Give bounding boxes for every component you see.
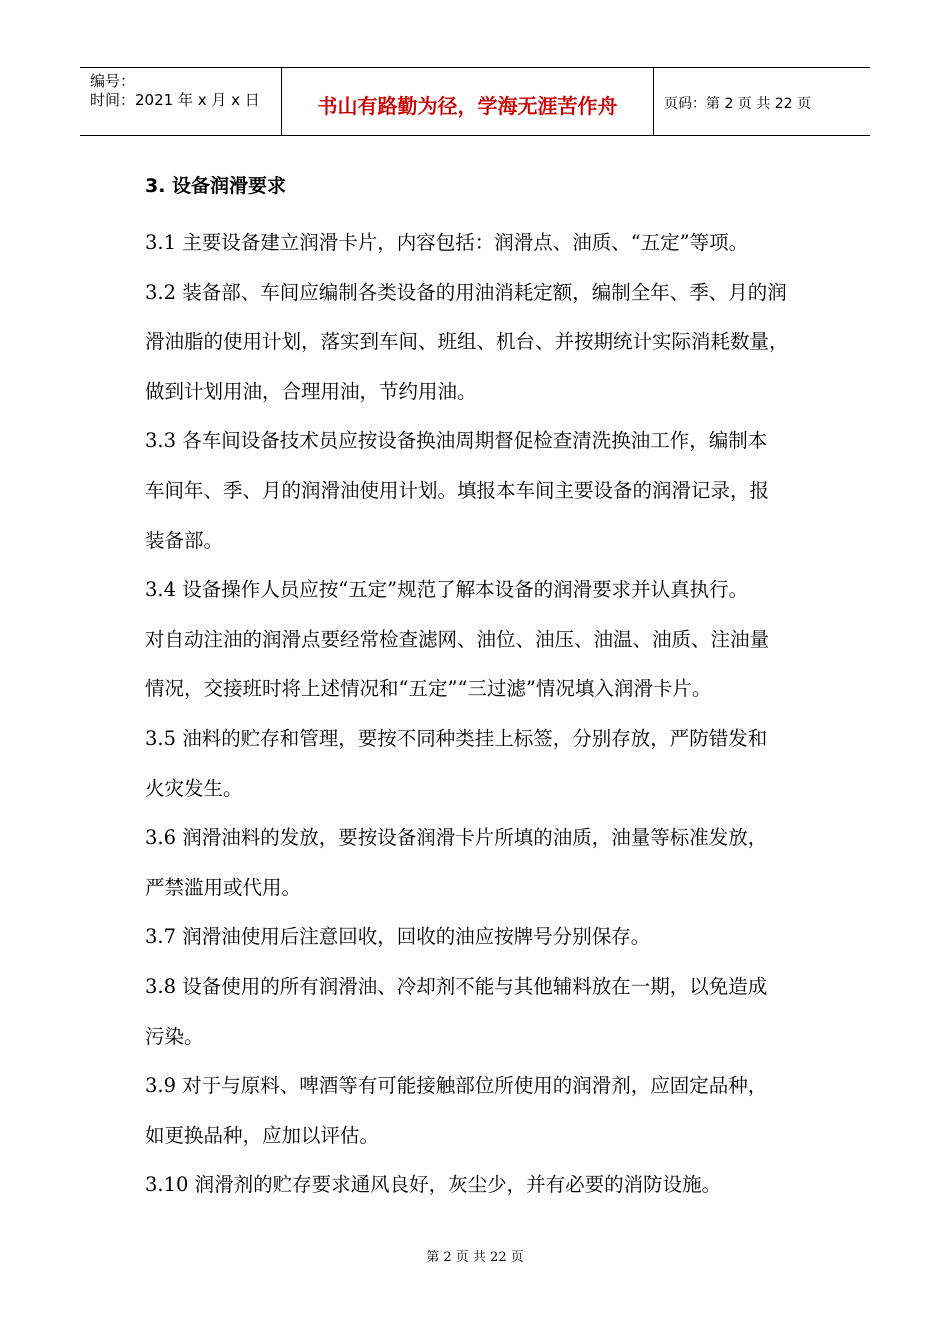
paragraph [145,565,835,714]
header-meta-cell [80,68,282,135]
paragraph [145,813,835,912]
paragraph-line: 3.7 润滑油使用后注意回收，回收的油应按牌号分别保存。 [145,925,651,949]
paragraph-line: 严禁滥用或代用。 [145,875,302,899]
paragraph [145,218,835,268]
paragraph-line: 3.8 设备使用的所有润滑油、冷却剂不能与其他辅料放在一期，以免造成 [145,974,768,998]
paragraph-line: 如更换品种，应加以评估。 [145,1123,380,1147]
page-footer: 第 2 页 共 22 页 [426,1250,524,1265]
paragraph-line: 污染。 [145,1024,204,1048]
paragraph [145,416,835,565]
header-page-info: 页码：第 2 页 共 22 页 [664,95,811,112]
document-date-label: 时间：2021 年 x 月 x 日 [90,91,260,109]
paragraph-line: 做到计划用油，合理用油，节约用油。 [145,379,477,403]
paragraph-line: 3.4 设备操作人员应按“五定”规范了解本设备的润滑要求并认真执行。 [145,578,749,602]
paragraph-line: 3.3 各车间设备技术员应按设备换油周期督促检查清洗换油工作，编制本 [145,429,768,453]
paragraph [145,1160,835,1210]
document-body [145,168,835,1210]
paragraph-line: 火灾发生。 [145,776,243,800]
paragraph-line: 对自动注油的润滑点要经常检查滤网、油位、油压、油温、油质、注油量 [145,627,770,651]
paragraph-line: 车间年、季、月的润滑油使用计划。填报本车间主要设备的润滑记录，报 [145,478,770,502]
document-header [80,67,870,136]
paragraph-line: 装备部。 [145,528,224,552]
paragraph-list [145,218,835,1210]
paragraph-line: 情况，交接班时将上述情况和“五定”“三过滤”情况填入润滑卡片。 [145,677,712,701]
section-title: 3. 设备润滑要求 [145,175,287,197]
paragraph [145,912,835,962]
paragraph-line: 滑油脂的使用计划，落实到车间、班组、机台、并按期统计实际消耗数量， [145,330,789,354]
paragraph [145,1061,835,1160]
document-number-label: 编号： [90,72,136,90]
paragraph [145,962,835,1061]
paragraph-line: 3.5 油料的贮存和管理，要按不同种类挂上标签，分别存放，严防错发和 [145,726,768,750]
header-motto: 书山有路勤为径，学海无涯苦作舟 [282,68,654,135]
paragraph [145,714,835,813]
paragraph-line: 3.9 对于与原料、啤酒等有可能接触部位所使用的润滑剂，应固定品种， [145,1074,768,1098]
paragraph [145,268,835,417]
paragraph-line: 3.6 润滑油料的发放，要按设备润滑卡片所填的油质，油量等标准发放， [145,826,768,850]
paragraph-line: 3.2 装备部、车间应编制各类设备的用油消耗定额，编制全年、季、月的润 [145,280,787,304]
paragraph-line: 3.10 润滑剂的贮存要求通风良好，灰尘少，并有必要的消防设施。 [145,1173,722,1197]
paragraph-line: 3.1 主要设备建立润滑卡片，内容包括：润滑点、油质、“五定”等项。 [145,231,749,254]
